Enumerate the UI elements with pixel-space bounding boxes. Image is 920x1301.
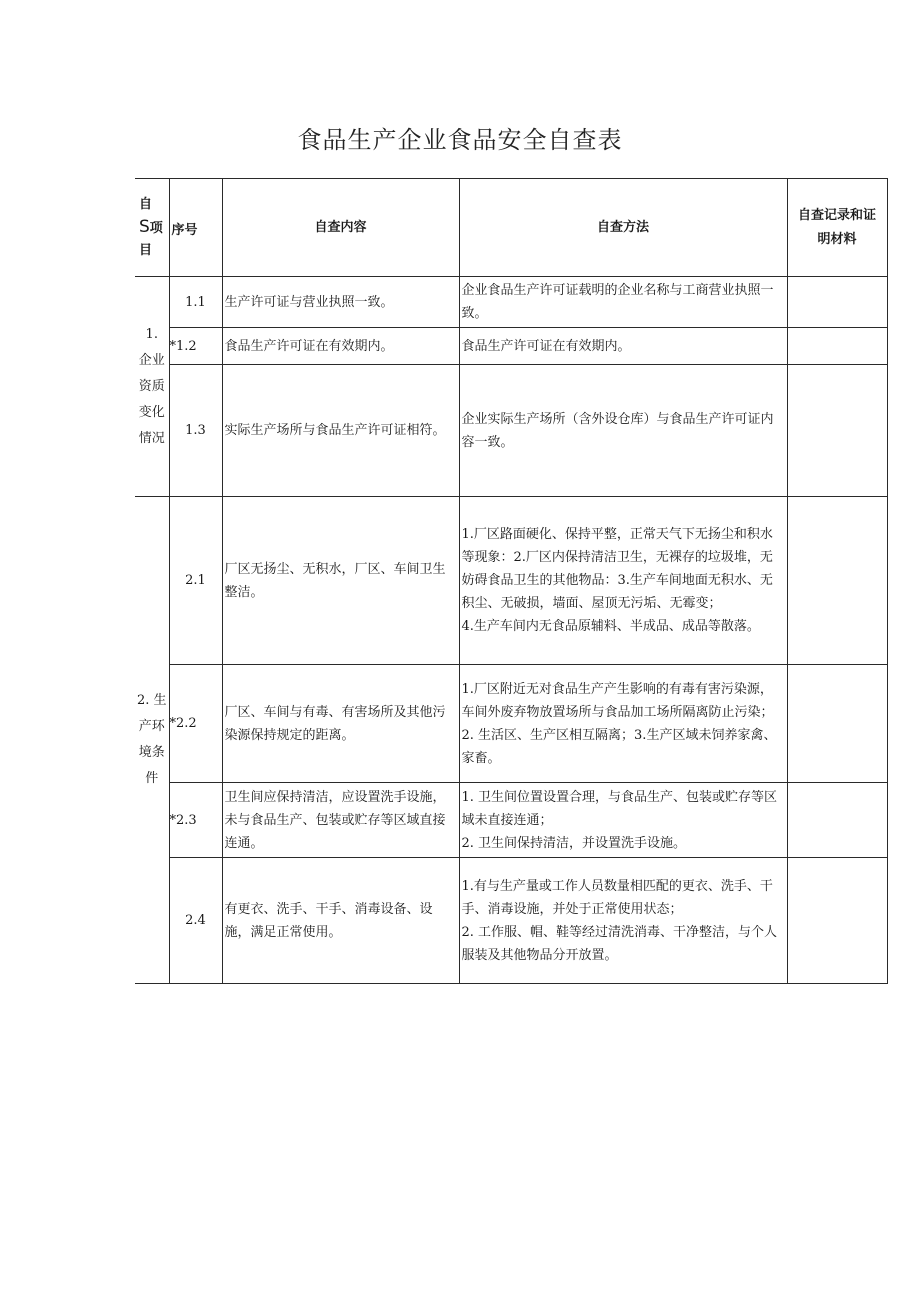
row-content: 生产许可证与营业执照一致。: [222, 277, 459, 328]
row-seq: *2.2: [169, 665, 222, 783]
row-seq: 1.3: [169, 365, 222, 497]
row-content: 有更衣、洗手、干手、消毒设备、设施，满足正常使用。: [222, 858, 459, 984]
row-content: 卫生间应保持清洁，应设置洗手设施，未与食品生产、包装或贮存等区域直接连通。: [222, 783, 459, 858]
header-section-mid: 项: [149, 220, 163, 236]
table-header-row: [135, 179, 887, 277]
section-1-line4: 变化: [138, 404, 165, 420]
header-method: 自查方法: [459, 179, 787, 277]
table-row: [135, 497, 887, 665]
row-method-part1: 1. 卫生间位置设置合理，与食品生产、包装或贮存等区域未直接连通；: [461, 789, 778, 828]
row-method: [459, 858, 787, 984]
row-method-part1: 1.厂区附近无对食品生产产生影响的有毒有害污染源，车间外废弃物放置场所与食品加工场所隔离防止污染；: [461, 681, 774, 720]
row-method-part2: 2. 生活区、生产区相互隔离；3.生产区域未饲养家禽、家畜。: [461, 727, 777, 766]
header-record-line2: 明材料: [817, 231, 857, 247]
row-content: 厂区无扬尘、无积水，厂区、车间卫生整洁。: [222, 497, 459, 665]
row-method: 企业食品生产许可证载明的企业名称与工商营业执照一致。: [459, 277, 787, 328]
row-method-part2: 4.生产车间内无食品原辅料、半成品、成品等散落。: [461, 619, 760, 634]
row-method-part2: 2. 工作服、帽、鞋等经过清洗消毒、干净整洁，与个人服装及其他物品分开放置。: [461, 924, 778, 963]
row-content: 实际生产场所与食品生产许可证相符。: [222, 365, 459, 497]
row-record: [787, 497, 887, 665]
section-2-label: [135, 497, 169, 984]
row-method: 食品生产许可证在有效期内。: [459, 328, 787, 365]
table-row: [135, 365, 887, 497]
section-1-line3: 资质: [138, 378, 165, 394]
table-row: [135, 277, 887, 328]
header-record: [787, 179, 887, 277]
header-section-cell: [135, 179, 169, 277]
section-1-label: [135, 277, 169, 497]
table-row: [135, 665, 887, 783]
row-record: [787, 858, 887, 984]
table-row: [135, 783, 887, 858]
row-method: [459, 783, 787, 858]
row-content: 厂区、车间与有毒、有害场所及其他污染源保持规定的距离。: [222, 665, 459, 783]
row-seq: *2.3: [169, 783, 222, 858]
section-2-line4: 件: [145, 771, 159, 786]
row-method-part2: 2. 卫生间保持清洁，并设置洗手设施。: [461, 835, 687, 851]
section-2-line1: 2. 生: [136, 693, 167, 708]
table-row: [135, 858, 887, 984]
document-title: 食品生产企业食品安全自查表: [297, 126, 623, 154]
section-2-line2: 产环: [138, 719, 165, 734]
row-record: [787, 365, 887, 497]
table-row: [135, 328, 887, 365]
header-section-mid-big: S: [139, 216, 150, 237]
row-record: [787, 783, 887, 858]
row-record: [787, 277, 887, 328]
row-seq: 1.1: [169, 277, 222, 328]
section-1-line5: 情况: [138, 430, 165, 446]
row-record: [787, 665, 887, 783]
row-method-part1: 1.有与生产量或工作人员数量相匹配的更衣、洗手、干手、消毒设施，并处于正常使用状态；: [461, 878, 773, 917]
row-method-part1: 1.厂区路面硬化、保持平整，正常天气下无扬尘和积水等现象：2.厂区内保持清洁卫生，无裸存的垃圾堆，无妨碍食品卫生的其他物品：3.生产车间地面无积水、无积尘、无破损，墙面、屋顶无污垢、无霉变；: [461, 527, 773, 611]
row-content: 食品生产许可证在有效期内。: [222, 328, 459, 365]
row-method: [459, 497, 787, 665]
row-method: [459, 665, 787, 783]
header-seq: 序号: [169, 179, 222, 277]
header-content: 自查内容: [222, 179, 459, 277]
header-section-top: 自: [139, 196, 153, 212]
header-section-bottom: 目: [139, 242, 153, 258]
row-seq: 2.1: [169, 497, 222, 665]
section-1-line1: 1.: [145, 326, 158, 342]
row-seq: 2.4: [169, 858, 222, 984]
header-record-line1: 自查记录和证: [797, 207, 876, 223]
row-method: 企业实际生产场所（含外设仓库）与食品生产许可证内容一致。: [459, 365, 787, 497]
self-inspection-table: [135, 178, 888, 984]
section-1-line2: 企业: [138, 352, 165, 368]
row-seq: *1.2: [169, 328, 222, 365]
section-2-line3: 境条: [138, 745, 165, 760]
row-record: [787, 328, 887, 365]
